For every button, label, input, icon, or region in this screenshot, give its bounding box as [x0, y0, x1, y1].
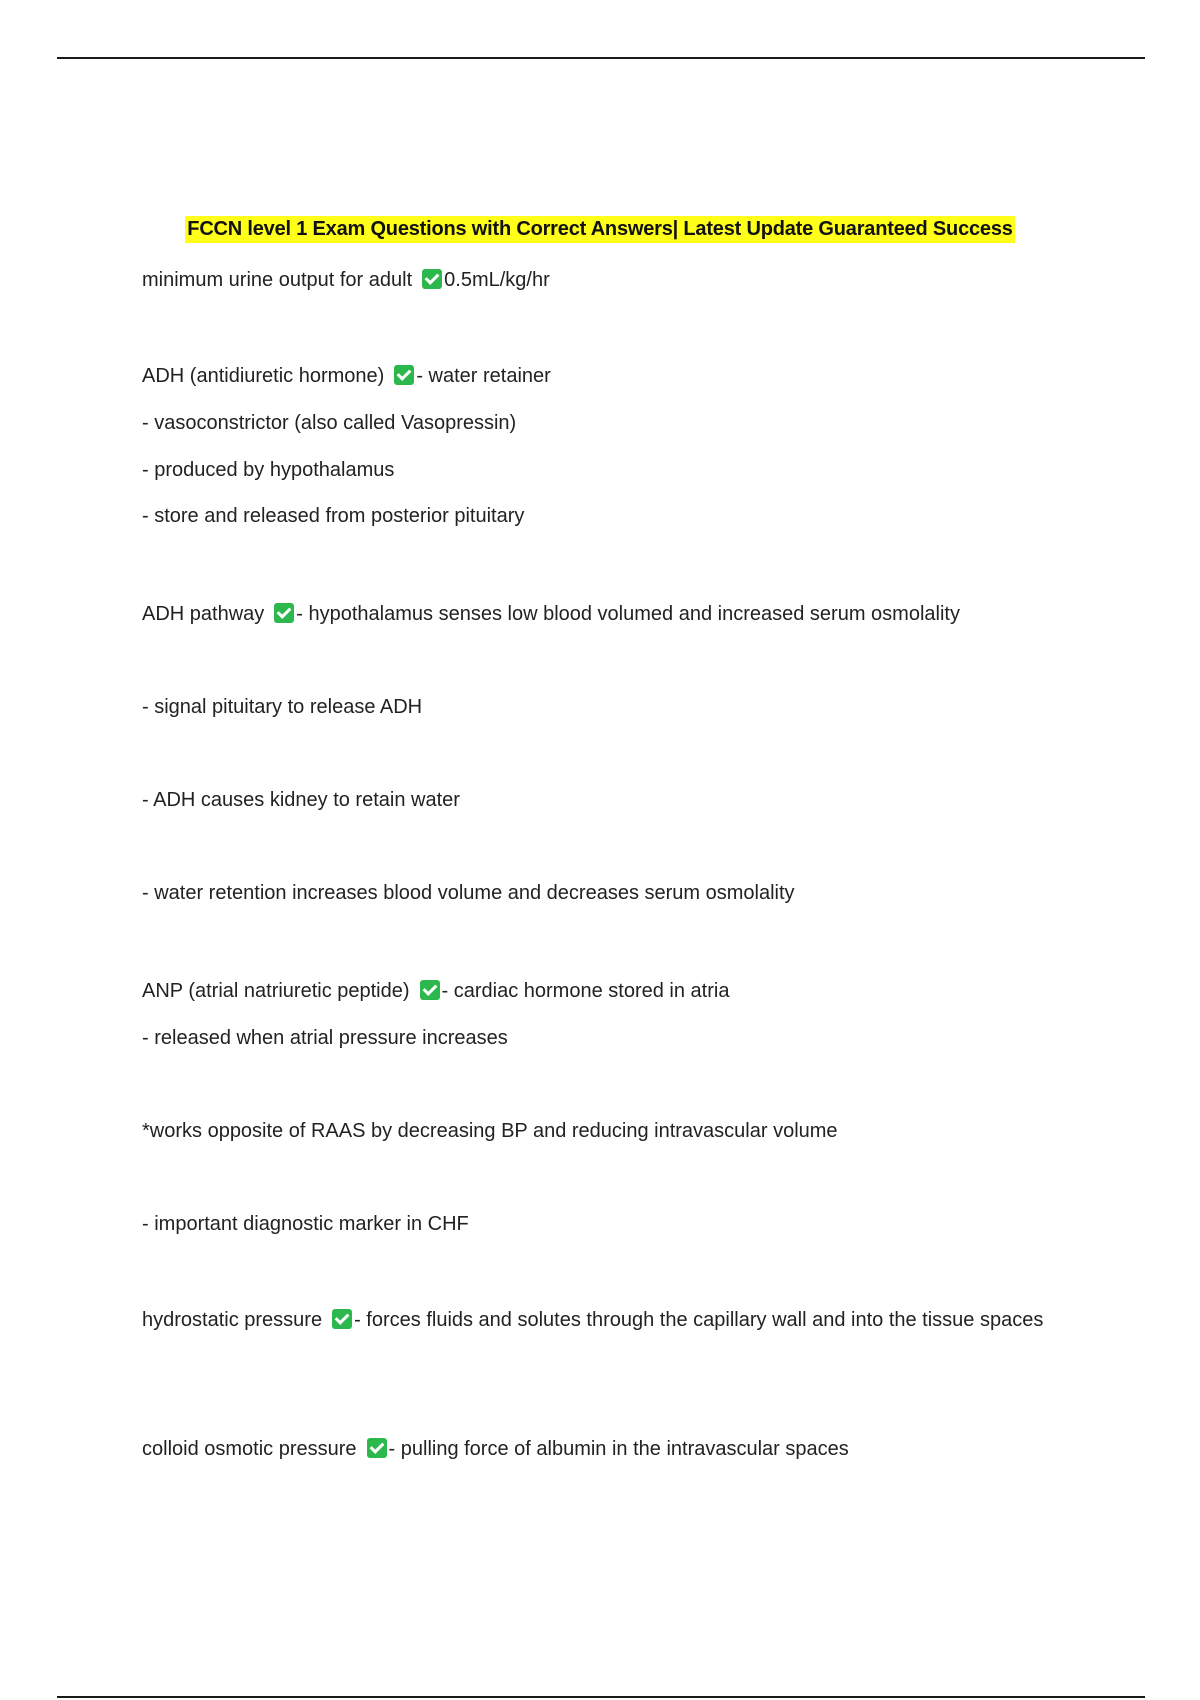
footer-rule	[57, 1696, 1145, 1698]
answer-text: 0.5mL/kg/hr	[444, 269, 550, 291]
detail-line: - signal pituitary to release ADH	[142, 696, 423, 718]
detail-line: - ADH causes kidney to retain water	[142, 789, 460, 811]
check-mark-icon	[420, 980, 440, 1000]
check-mark-icon	[274, 603, 294, 623]
detail-line: - released when atrial pressure increases	[142, 1027, 508, 1049]
question-term: ANP (atrial natriuretic peptide)	[142, 980, 410, 1002]
check-mark-icon	[332, 1309, 352, 1329]
qa-item-urine-output	[142, 266, 550, 294]
qa-item-hydrostatic-pressure	[142, 1304, 1067, 1337]
question-term: ADH pathway	[142, 603, 265, 625]
answer-text: - water retainer	[416, 365, 551, 387]
qa-item-anp	[142, 977, 729, 1005]
detail-line: *works opposite of RAAS by decreasing BP and reducing intravascular volume	[142, 1120, 838, 1142]
answer-text: - cardiac hormone stored in atria	[441, 980, 730, 1002]
qa-item-adh-pathway	[142, 600, 960, 628]
detail-line: - produced by hypothalamus	[142, 459, 395, 481]
qa-item-adh	[142, 362, 551, 390]
detail-line: - vasoconstrictor (also called Vasopressin)	[142, 412, 517, 434]
answer-text: - forces fluids and solutes through the capillary wall and into the tissue spaces	[354, 1309, 1044, 1331]
qa-item-colloid-osmotic-pressure	[142, 1435, 849, 1463]
document-title: FCCN level 1 Exam Questions with Correct Answers| Latest Update Guaranteed Success	[185, 216, 1014, 243]
question-term: minimum urine output for adult	[142, 269, 413, 291]
detail-line: - important diagnostic marker in CHF	[142, 1213, 469, 1235]
detail-line: - water retention increases blood volume and decreases serum osmolality	[142, 882, 795, 904]
check-mark-icon	[422, 269, 442, 289]
answer-text: - hypothalamus senses low blood volumed and increased serum osmolality	[296, 603, 960, 625]
header-rule	[57, 57, 1145, 59]
answer-text: - pulling force of albumin in the intravascular spaces	[388, 1438, 849, 1460]
question-term: ADH (antidiuretic hormone)	[142, 365, 385, 387]
check-mark-icon	[367, 1438, 387, 1458]
title-container	[0, 216, 1200, 243]
check-mark-icon	[394, 365, 414, 385]
question-term: hydrostatic pressure	[142, 1309, 323, 1331]
question-term: colloid osmotic pressure	[142, 1438, 357, 1460]
detail-line: - store and released from posterior pituitary	[142, 505, 525, 527]
